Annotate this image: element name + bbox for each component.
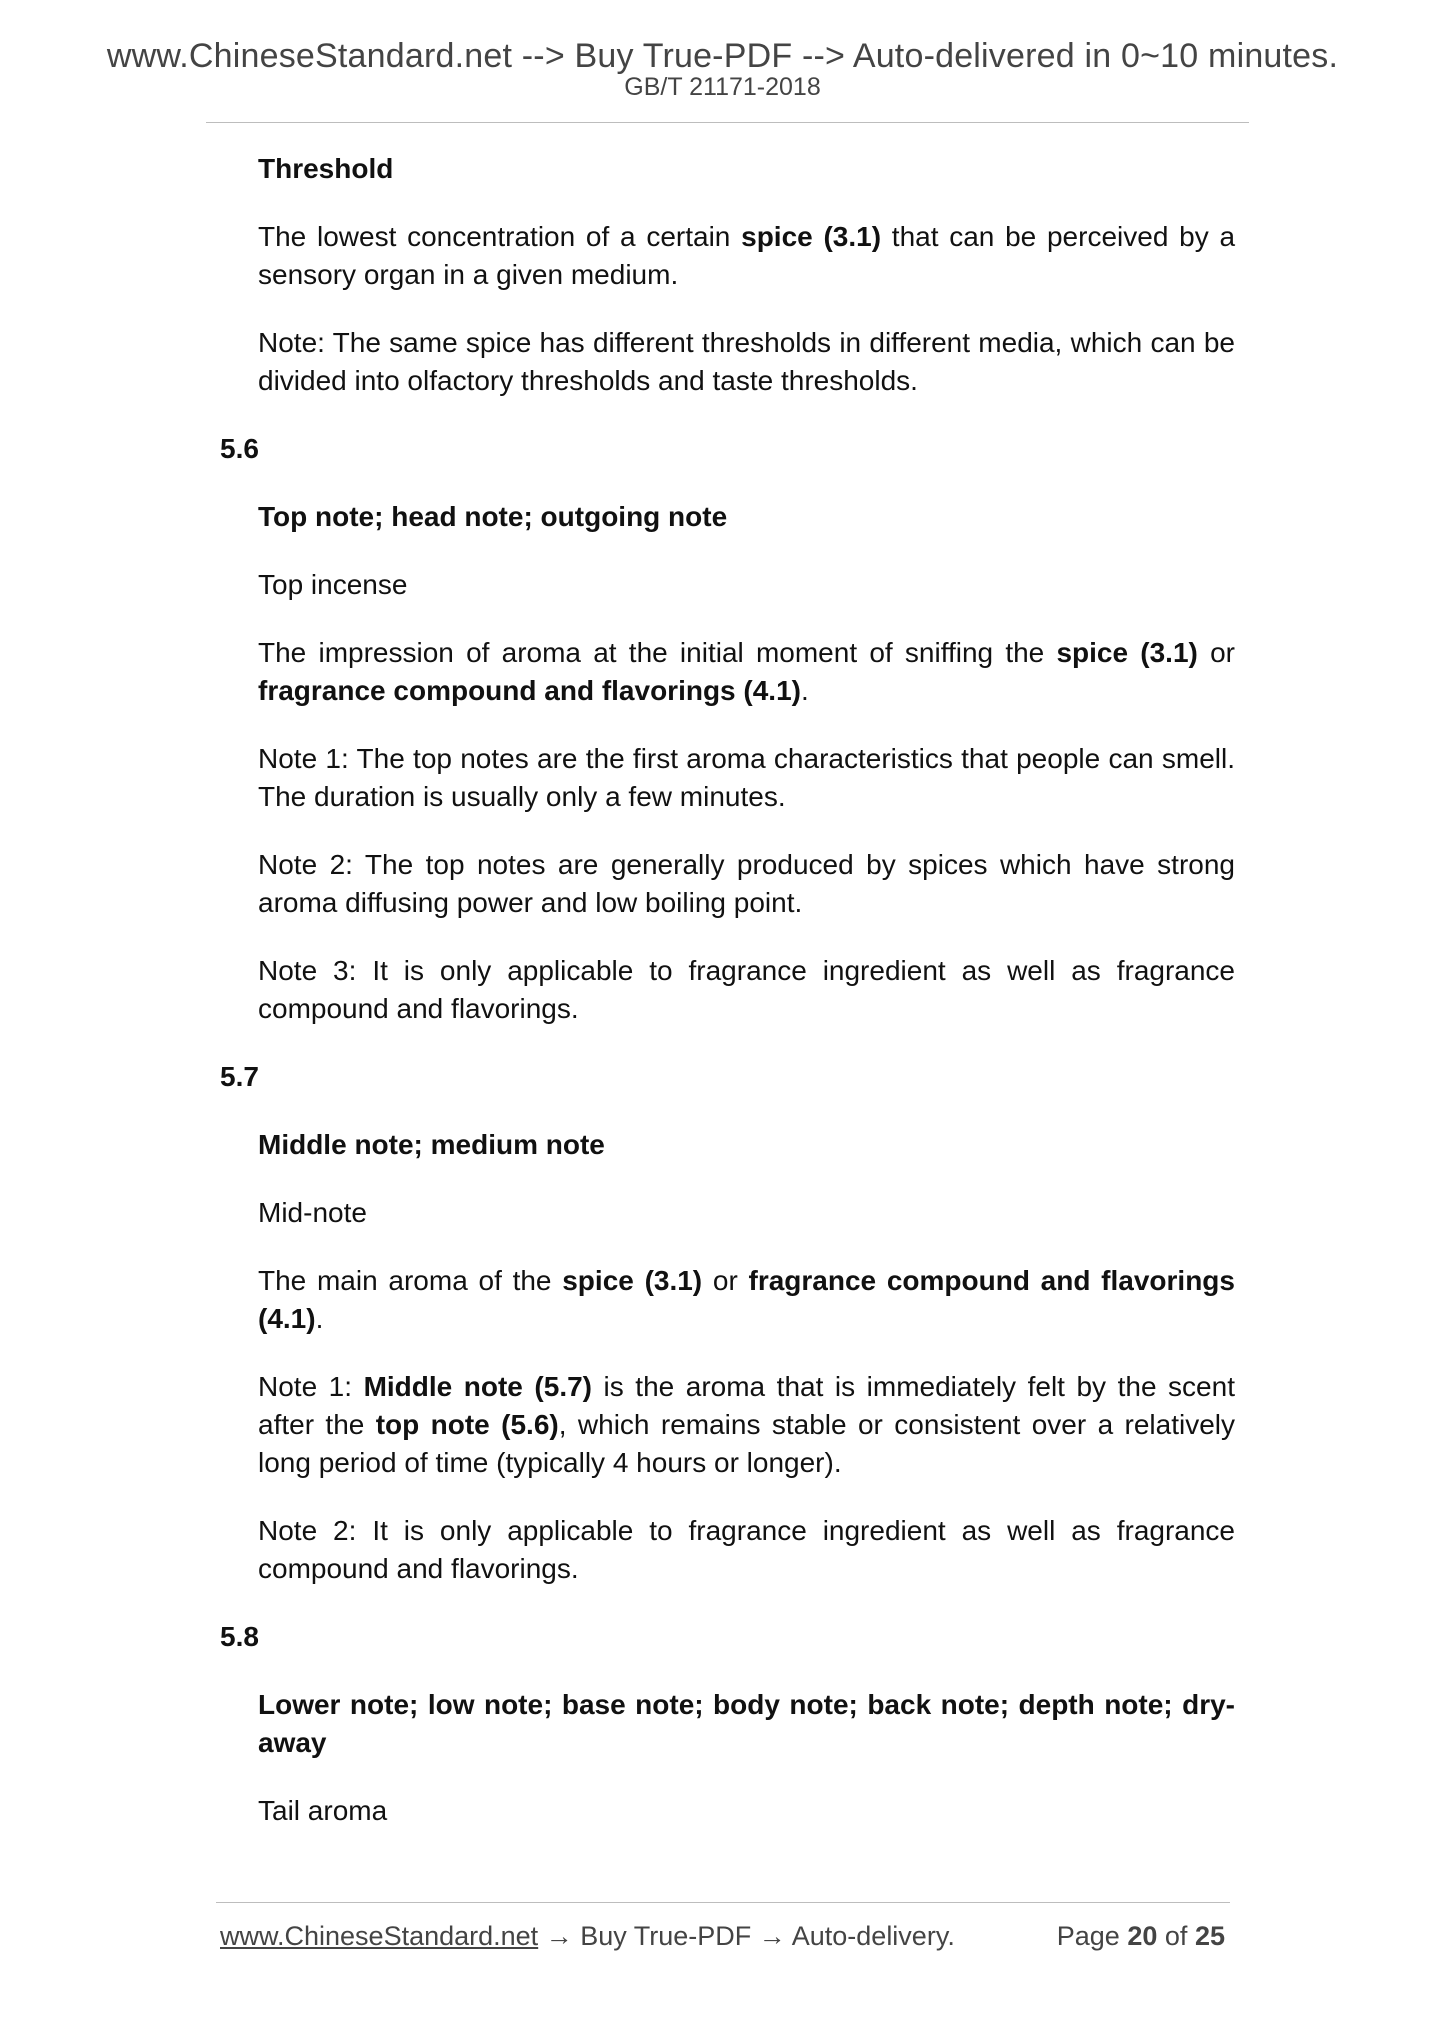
alt-term-lower-note: Tail aroma (258, 1795, 388, 1826)
header-banner: www.ChineseStandard.net --> Buy True-PDF --> Auto-delivered in 0~10 minutes. (106, 37, 1339, 75)
definition-top-note: The impression of aroma at the initial moment of sniffing the spice (3.1) or fragrance compound and flavorings (4.1). (258, 637, 1235, 706)
definition-middle-note: The main aroma of the spice (3.1) or fragrance compound and flavorings (4.1). (258, 1265, 1235, 1334)
header-divider (206, 122, 1249, 123)
footer-divider (216, 1902, 1230, 1903)
current-page-number: 20 (1127, 1921, 1158, 1951)
note-2-middle-note: Note 2: It is only applicable to fragrance ingredient as well as fragrance compound and flavorings. (258, 1515, 1235, 1584)
term-threshold: Threshold (258, 153, 394, 184)
ref-top-note: top note (5.6) (375, 1409, 559, 1440)
section-number-5-6: 5.6 (220, 433, 259, 464)
document-number: GB/T 21171-2018 (624, 73, 821, 101)
ref-middle-note: Middle note (5.7) (363, 1371, 592, 1402)
term-lower-note: Lower note; low note; base note; body note; back note; depth note; dry-away (258, 1689, 1235, 1758)
definition-threshold: The lowest concentration of a certain spice (3.1) that can be perceived by a sensory organ in a given medium. (258, 221, 1236, 290)
ref-fragrance-compound: fragrance compound and flavorings (4.1) (258, 1265, 1235, 1334)
section-number-5-8: 5.8 (220, 1621, 259, 1652)
ref-spice: spice (3.1) (741, 221, 882, 252)
section-number-5-7: 5.7 (220, 1061, 259, 1092)
footer-tagline: → Buy True-PDF → Auto-delivery. (538, 1921, 955, 1951)
alt-term-middle-note: Mid-note (258, 1197, 367, 1228)
note-2-top-note: Note 2: The top notes are generally produced by spices which have strong aroma diffusing power and low boiling point. (258, 849, 1235, 918)
term-middle-note: Middle note; medium note (258, 1129, 605, 1160)
ref-spice: spice (3.1) (1056, 637, 1198, 668)
document-body (220, 150, 1235, 1860)
note-3-top-note: Note 3: It is only applicable to fragrance ingredient as well as fragrance compound and flavorings. (258, 955, 1235, 1024)
ref-spice: spice (3.1) (562, 1265, 703, 1296)
term-top-note: Top note; head note; outgoing note (258, 501, 728, 532)
footer-site-link[interactable]: www.ChineseStandard.net (220, 1921, 539, 1951)
page-indicator: Page 20 of 25 (1056, 1921, 1225, 1951)
total-page-count: 25 (1194, 1921, 1225, 1951)
note-1-middle-note: Note 1: Middle note (5.7) is the aroma that is immediately felt by the scent after the top note (5.6), which remains stable or consistent over a relatively long period of time (typically 4 hours or longer). (258, 1371, 1236, 1478)
page-footer (220, 1918, 1225, 1954)
note-1-top-note: Note 1: The top notes are the first aroma characteristics that people can smell. The duration is usually only a few minutes. (258, 743, 1235, 812)
alt-term-top-note: Top incense (258, 569, 408, 600)
ref-fragrance-compound: fragrance compound and flavorings (4.1) (258, 675, 801, 706)
note-threshold: Note: The same spice has different thresholds in different media, which can be divided into olfactory thresholds and taste thresholds. (258, 327, 1235, 396)
